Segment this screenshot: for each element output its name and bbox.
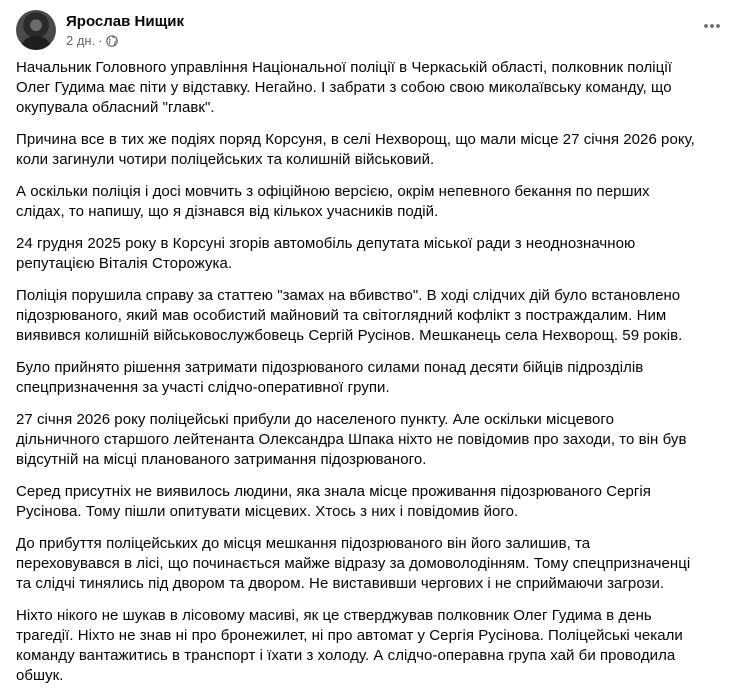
post-timestamp[interactable]: 2 дн.	[66, 32, 96, 48]
post-meta-line	[66, 33, 184, 49]
more-options-button[interactable]	[698, 12, 726, 40]
post-paragraph: До прибуття поліцейських до місця мешкання підозрюваного він його залишив, та переховувався в лісі, що починається майже відразу за домоволодінням. Тому спецпризначенці та слідчі тинялись під двором та двором. Не виставивши чергових і не сприймаючи загрози.	[16, 535, 691, 592]
post-paragraph: А оскільки поліція і досі мовчить з офіційною версією, окрім непевного бекання по перших слідах, то напишу, що я дізнався від кількох учасників подій.	[16, 183, 650, 220]
post-header	[16, 8, 724, 52]
post-paragraph: Причина все в тих же подіях поряд Корсуня, в селі Нехворощ, що мали місце 27 січня 2026 року, коли загинули чотири поліцейських та колишній військовий.	[16, 131, 695, 168]
post-paragraph: Серед присутніх не виявилось людини, яка знала місце проживання підозрюваного Сергія Русінова. Тому пішли опитувати місцевих. Хтось з них і повідомив його.	[16, 483, 651, 520]
globe-icon[interactable]	[106, 35, 118, 47]
post-text	[16, 58, 724, 686]
post-paragraph: Поліція порушила справу за статтею "замах на вбивство". В ході слідчих дій було встановлено підозрюваного, який мав особистий майновий та світоглядний кофлікт з постраждалим. Ним виявився колишній військовослужбовець Сергій Русінов. Мешканець села Нехворощ. 59 років.	[16, 287, 683, 344]
post-paragraph: 27 січня 2026 року поліцейські прибули до населеного пункту. Але оскільки місцевого дільничного старшого лейтенанта Олександра Шпака ніхто не повідомив про заходи, то він був відсутній на місці планованого затримання підозрюваного.	[16, 411, 687, 468]
post-paragraph: 24 грудня 2025 року в Корсуні згорів автомобіль депутата міської ради з неоднозначною репутацією Віталія Сторожука.	[16, 235, 636, 272]
post-paragraph: Ніхто нікого не шукав в лісовому масиві, як це стверджував полковник Олег Гудима в день трагедії. Ніхто не знав ні про бронежилет, ні про автомат у Сергія Русінова. Поліцейські чекали команду вантажитись в транспорт і їхати з холоду. А слідчо-операвна група хай би проводила обшук.	[16, 607, 683, 684]
post-paragraph: Начальник Головного управління Національної поліції в Черкаській області, полковник поліції Олег Гудима має піти у відставку. Негайно. І забрати з собою свою миколаївську команду, що окупувала обласний "главк".	[16, 59, 672, 116]
meta-separator: ·	[98, 32, 103, 48]
author-avatar[interactable]	[16, 10, 56, 50]
post-paragraph: Було прийнято рішення затримати підозрюваного силами понад десяти бійців підрозділів спецпризначення за участі слідчо-оперативної групи.	[16, 359, 644, 396]
author-name[interactable]: Ярослав Нищик	[66, 12, 184, 30]
more-horizontal-icon	[702, 16, 722, 36]
post-meta	[66, 12, 184, 49]
